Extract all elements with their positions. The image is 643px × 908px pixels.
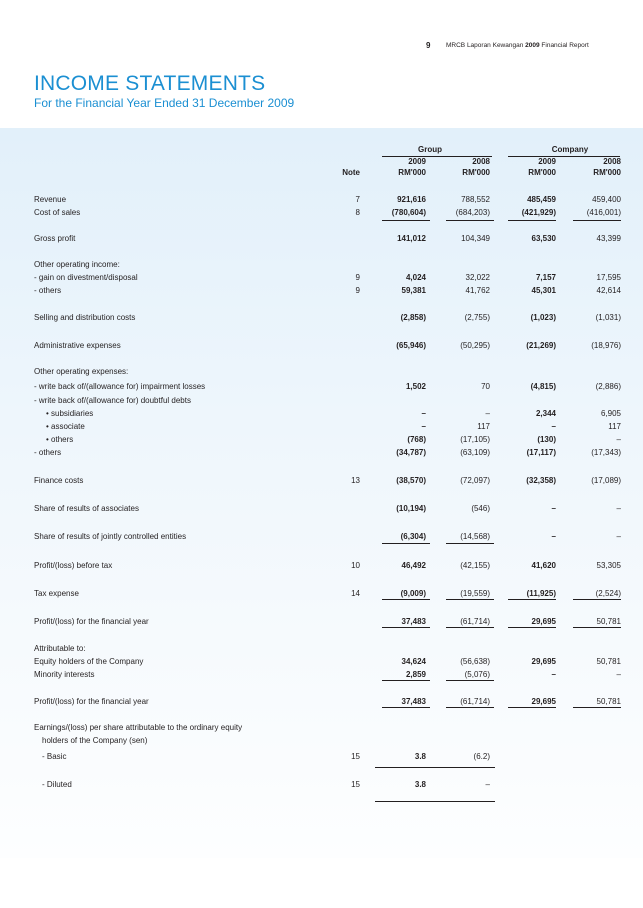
row-value: 37,483 [401, 697, 426, 706]
total-rule [382, 599, 430, 600]
row-value: – [551, 504, 556, 513]
row-value: (38,570) [396, 476, 426, 485]
table-row [0, 207, 643, 219]
row-value: 117 [477, 422, 490, 431]
row-label: Tax expense [34, 589, 79, 598]
statement-subtitle: For the Financial Year Ended 31 December 2009 [34, 96, 295, 110]
row-note: 7 [355, 195, 360, 204]
row-value: (17,105) [460, 435, 490, 444]
row-value: 46,492 [401, 561, 426, 570]
row-value: 117 [608, 422, 621, 431]
row-value: 4,024 [405, 273, 426, 282]
row-note: 13 [351, 476, 360, 485]
row-value: 53,305 [596, 561, 621, 570]
year-col-3: 2009 [538, 157, 556, 166]
table-row [0, 408, 643, 420]
total-rule [508, 599, 556, 600]
table-row [0, 643, 643, 655]
row-value: 45,301 [531, 286, 556, 295]
row-value: (32,358) [526, 476, 556, 485]
total-rule [508, 707, 556, 708]
row-value: (780,604) [391, 208, 426, 217]
row-label: Cost of sales [34, 208, 81, 217]
year-col-1: 2009 [408, 157, 426, 166]
row-note: 15 [351, 780, 360, 789]
row-value: (684,203) [455, 208, 490, 217]
row-value: 42,614 [596, 286, 621, 295]
row-note: 14 [351, 589, 360, 598]
table-row [0, 722, 643, 734]
row-value: – [551, 670, 556, 679]
table-row [0, 259, 643, 271]
row-value: (11,925) [526, 589, 556, 598]
row-value: 29,695 [531, 617, 556, 626]
table-row [0, 735, 643, 747]
row-note: 9 [355, 273, 360, 282]
unit-col-1: RM'000 [398, 168, 426, 177]
total-rule [573, 220, 621, 221]
table-row [0, 366, 643, 378]
row-label: - write back of/(allowance for) impairment losses [34, 382, 206, 391]
row-value: – [616, 532, 621, 541]
row-value: – [485, 409, 490, 418]
row-value: (2,524) [595, 589, 621, 598]
row-label: • others [46, 435, 74, 444]
running-header [446, 42, 589, 49]
total-rule [375, 801, 495, 802]
year-col-4: 2008 [603, 157, 621, 166]
total-rule [446, 707, 494, 708]
table-row [0, 272, 643, 284]
row-label: • subsidiaries [46, 409, 94, 418]
row-value: 29,695 [531, 657, 556, 666]
table-row [0, 503, 643, 515]
unit-col-4: RM'000 [593, 168, 621, 177]
row-label: - Diluted [42, 780, 72, 789]
row-value: – [616, 435, 621, 444]
running-header-text: MRCB Laporan Kewangan [446, 42, 526, 49]
row-value: (63,109) [460, 448, 490, 457]
table-row [0, 475, 643, 487]
row-value: 921,616 [397, 195, 426, 204]
total-rule [573, 627, 621, 628]
row-value: (42,155) [460, 561, 490, 570]
row-value: 29,695 [531, 697, 556, 706]
total-rule [375, 767, 495, 768]
row-value: 32,022 [465, 273, 490, 282]
row-value: (5,076) [464, 670, 490, 679]
row-value: 2,859 [405, 670, 426, 679]
running-header-rest: Financial Report [539, 42, 589, 49]
table-row [0, 233, 643, 245]
row-value: 459,400 [592, 195, 621, 204]
row-label: Share of results of associates [34, 504, 139, 513]
total-rule [382, 627, 430, 628]
table-row [0, 340, 643, 352]
total-rule [573, 707, 621, 708]
unit-col-2: RM'000 [462, 168, 490, 177]
row-value: (21,269) [526, 341, 556, 350]
row-value: 485,459 [527, 195, 556, 204]
year-col-2: 2008 [472, 157, 490, 166]
row-label: holders of the Company (sen) [42, 736, 148, 745]
total-rule [382, 680, 430, 681]
row-value: (4,815) [530, 382, 556, 391]
row-value: – [551, 422, 556, 431]
row-value: (34,787) [396, 448, 426, 457]
row-value: – [616, 504, 621, 513]
row-value: (14,568) [460, 532, 490, 541]
row-value: 50,781 [596, 617, 621, 626]
row-label: Profit/(loss) for the financial year [34, 697, 149, 706]
row-value: 34,624 [401, 657, 426, 666]
total-rule [446, 680, 494, 681]
total-rule [508, 627, 556, 628]
company-header: Company [551, 145, 589, 154]
row-value: 1,502 [405, 382, 426, 391]
table-row [0, 531, 643, 543]
row-value: (6.2) [473, 752, 490, 761]
row-value: 3.8 [414, 780, 426, 789]
row-value: (10,194) [396, 504, 426, 513]
row-value: 50,781 [596, 657, 621, 666]
row-value: – [551, 532, 556, 541]
row-value: (56,638) [460, 657, 490, 666]
row-value: (65,946) [396, 341, 426, 350]
table-row [0, 194, 643, 206]
row-value: 41,762 [465, 286, 490, 295]
row-value: 141,012 [397, 234, 426, 243]
row-label: Other operating expenses: [34, 367, 129, 376]
row-label: Administrative expenses [34, 341, 121, 350]
row-value: 104,349 [461, 234, 490, 243]
row-value: 43,399 [596, 234, 621, 243]
row-value: (17,117) [526, 448, 556, 457]
table-row [0, 285, 643, 297]
row-label: Attributable to: [34, 644, 86, 653]
row-label: • associate [46, 422, 85, 431]
row-value: (2,886) [595, 382, 621, 391]
group-header: Group [418, 145, 442, 154]
row-note: 9 [355, 286, 360, 295]
table-row [0, 421, 643, 433]
row-label: - gain on divestment/disposal [34, 273, 138, 282]
row-value: (546) [471, 504, 490, 513]
total-rule [446, 627, 494, 628]
row-label: - write back of/(allowance for) doubtful debts [34, 396, 191, 405]
row-value: 63,530 [531, 234, 556, 243]
table-row [0, 779, 643, 791]
total-rule [446, 220, 494, 221]
row-label: Profit/(loss) for the financial year [34, 617, 149, 626]
row-value: (61,714) [460, 697, 490, 706]
total-rule [508, 220, 556, 221]
row-value: (61,714) [460, 617, 490, 626]
table-row [0, 312, 643, 324]
running-header-year: 2009 [525, 42, 540, 49]
table-row [0, 656, 643, 668]
row-value: (19,559) [460, 589, 490, 598]
row-note: 8 [355, 208, 360, 217]
row-label: Profit/(loss) before tax [34, 561, 113, 570]
row-value: – [421, 422, 426, 431]
row-value: (1,023) [530, 313, 556, 322]
row-value: 41,620 [531, 561, 556, 570]
row-label: Other operating income: [34, 260, 120, 269]
table-row [0, 434, 643, 446]
table-row [0, 447, 643, 459]
row-label: Earnings/(loss) per share attributable to the ordinary equity [34, 723, 243, 732]
row-label: - Basic [42, 752, 67, 761]
table-row [0, 381, 643, 393]
row-label: - others [34, 448, 62, 457]
row-value: (416,001) [586, 208, 621, 217]
row-label: Gross profit [34, 234, 76, 243]
total-rule [573, 599, 621, 600]
row-value: – [421, 409, 426, 418]
table-row [0, 395, 643, 407]
row-value: 6,905 [600, 409, 621, 418]
row-label: Share of results of jointly controlled entities [34, 532, 187, 541]
row-value: (421,929) [521, 208, 556, 217]
table-row [0, 560, 643, 572]
row-value: 37,483 [401, 617, 426, 626]
row-value: – [616, 670, 621, 679]
table-row [0, 751, 643, 763]
statement-title: INCOME STATEMENTS [34, 72, 266, 95]
row-value: 50,781 [596, 697, 621, 706]
row-value: 7,157 [535, 273, 556, 282]
row-value: 17,595 [596, 273, 621, 282]
row-note: 15 [351, 752, 360, 761]
total-rule [382, 220, 430, 221]
total-rule [446, 543, 494, 544]
total-rule [382, 543, 430, 544]
row-value: 788,552 [461, 195, 490, 204]
page-number: 9 [426, 41, 431, 50]
row-value: 70 [481, 382, 490, 391]
row-value: (130) [537, 435, 556, 444]
row-value: (1,031) [595, 313, 621, 322]
row-value: – [485, 780, 490, 789]
row-label: Finance costs [34, 476, 84, 485]
row-value: (18,976) [591, 341, 621, 350]
row-value: (72,097) [460, 476, 490, 485]
row-note: 10 [351, 561, 360, 570]
row-value: 59,381 [401, 286, 426, 295]
row-label: Revenue [34, 195, 67, 204]
row-value: (50,295) [460, 341, 490, 350]
row-label: - others [34, 286, 62, 295]
row-value: (17,089) [591, 476, 621, 485]
row-label: Minority interests [34, 670, 95, 679]
row-value: (9,009) [400, 589, 426, 598]
row-value: (6,304) [400, 532, 426, 541]
row-value: 2,344 [535, 409, 556, 418]
row-value: (2,858) [400, 313, 426, 322]
total-rule [446, 599, 494, 600]
row-value: (2,755) [464, 313, 490, 322]
row-value: (17,343) [591, 448, 621, 457]
row-label: Selling and distribution costs [34, 313, 136, 322]
unit-col-3: RM'000 [528, 168, 556, 177]
row-label: Equity holders of the Company [34, 657, 144, 666]
total-rule [382, 707, 430, 708]
row-value: 3.8 [414, 752, 426, 761]
row-value: (768) [407, 435, 426, 444]
table-row [0, 669, 643, 681]
note-header: Note [342, 168, 360, 177]
